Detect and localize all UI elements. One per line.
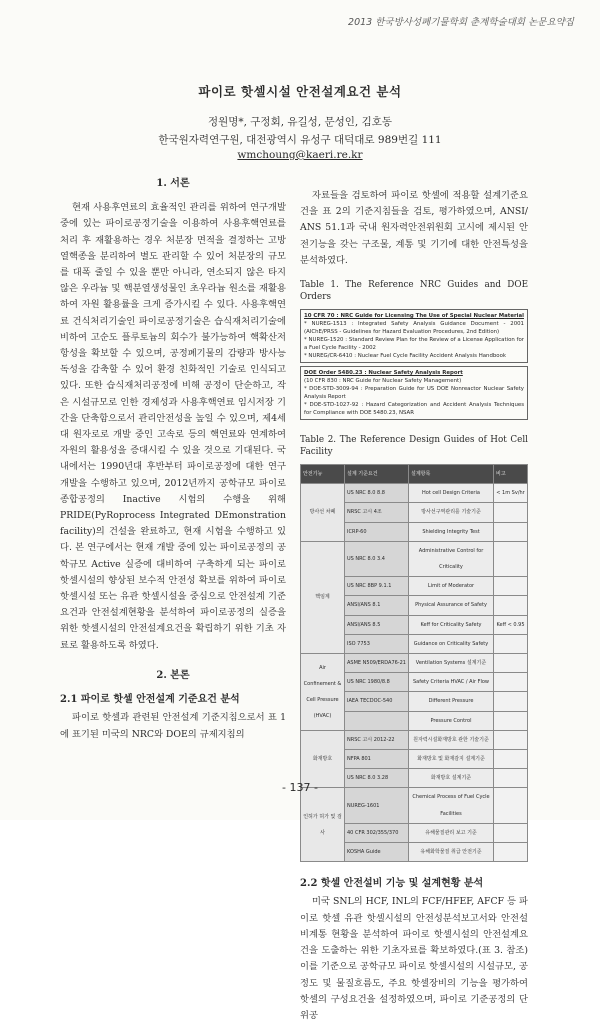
- running-header: 2013 한국방사성폐기물학회 춘계학술대회 논문요약집: [348, 17, 574, 28]
- table-1-line: DOE Order 5480.23 : Nuclear Safety Analysis Report: [304, 370, 463, 377]
- table-cell-design-item: 화재방호 및 화재감지 설계기준: [409, 750, 494, 769]
- table-row: [301, 654, 528, 673]
- paper-authors: 정원명*, 구정회, 유길성, 문성인, 김호동: [207, 116, 393, 128]
- table-cell-design-item: Keff for Criticality Safety: [409, 615, 494, 634]
- paper-title: 파이로 핫셀시설 안전설계요건 분석: [198, 84, 402, 99]
- left-column: [60, 168, 286, 743]
- section-1-heading: 1. 서론: [156, 178, 190, 189]
- table-cell-design-item: Safety Criteria HVAC / Air Flow: [409, 673, 494, 692]
- table-cell-design-item: 유해물질관리 보고 기준: [409, 823, 494, 842]
- table-1-line: 10 CFR 70 : NRC Guide for Licensing The Use of Special Nuclear Material: [304, 313, 524, 320]
- table-cell-standard: NUREG-1601: [345, 788, 409, 823]
- intro-paragraph: 현재 사용후연료의 효율적인 관리를 위하여 연구개발 중에 있는 파이로공정기술을 이용하여 사용후핵연료를 처리 후 재활용하는 경우 처분장 면적을 결정하는 고방열핵종을 분리하여 별도 관리할 수 있어 처분장의 규모를 대폭 줄일 수 있을 뿐만 아니라, 연소되지 않은 타지 않은 우라늄 및 핵분열생성물인 초우라늄 원소를 재활용하여 자원 활용률을 크게 증가시킬 수 있다. 사용후핵연료 건식처리기술인 파이로공정기술은 습식재처리기술에 비하여 고순도 플루토늄의 회수가 불가능하여 핵확산저항성을 확보할 수 있으며, 공정폐기물의 감량과 방사능독성을 감축할 수 있어 환경 친화적인 기술로 인식되고 있다. 또한 습식재처리공정에 비해 공정이 단순하고, 작은 시설규모로 인한 경제성과 사용후핵연료 임시저장 기간을 단축함으로서 관리안전성을 높일 수 있으며, 제4세대 원자로로 개발 중인 고속로 등의 핵연료와 연계하여 자원의 활용성을 증대시킬 수 있을 것으로 기대된다. 국내에서는 1990년대 후반부터 파이로공정에 대한 연구개발을 수행하고 있으며, 2012년까지 공학규모 파이로 종합공정의 Inactive 시험의 수행을 위해 PRIDE(PyRoprocess Integrated DEmonstration facility)의 건설을 완료하고, 현재 시험을 수행하고 있다. 본 연구에서는 현재 개발 중에 있는 파이로공정의 공학규모 Active 실증에 대비하여 구축하게 되는 파이로 핫셀시설의 향상된 보수적 안전성 확보를 위하여 파이로 핫셀시설 또는 유관 핫셀시설을 중심으로 안전설계 기준요건과 안전설계현황을 분석하여 파이로공정의 실증을 위한 핫셀시설의 안전설계요건을 확립하기 위한 기초 자료로 활용하도록 하였다.: [60, 202, 286, 651]
- table-cell-design-item: Pressure Control: [409, 711, 494, 730]
- table-cell-design-item: 방사선구역관리를 기술기준: [409, 503, 494, 522]
- table-1-caption: Table 1. The Reference NRC Guides and DOE Orders: [300, 280, 528, 303]
- paper-affiliation: 한국원자력연구원, 대전광역시 유성구 대덕대로 989번길 111: [158, 134, 442, 146]
- table-cell-remark: [494, 711, 528, 730]
- table-cell-standard: ANSI/ANS 8.5: [345, 615, 409, 634]
- table-1-line: * NUREG-1513 : Integrated Safety Analysis Guidance Document - 2001 (AIChE/PRSS - Guidelines for Hazard Evaluation Procedures, 2nd Edition): [304, 321, 524, 336]
- author-email[interactable]: wmchoung@kaeri.re.kr: [237, 149, 363, 161]
- table-cell-remark: [494, 503, 528, 522]
- table-cell-standard: US NRC 8.0 3.4: [345, 541, 409, 576]
- table-cell-design-item: Hot cell Design Criteria: [409, 484, 494, 503]
- table-cell-remark: [494, 522, 528, 541]
- table-cell-remark: [494, 730, 528, 749]
- table-cell-standard: 40 CFR 302/355/370: [345, 823, 409, 842]
- table-cell-design-item: 화재방호 설계기준: [409, 769, 494, 788]
- table-cell-design-item: 유해화학물질 취급 안전기준: [409, 843, 494, 862]
- table-cell-design-item: 원자력시설화재방호 관한 기술기준: [409, 730, 494, 749]
- table-cell-design-item: Limit of Moderator: [409, 577, 494, 596]
- right-column: [300, 188, 528, 1024]
- table-cell-safety-function: Air Confinement & Cell Pressure (HVAC): [301, 654, 345, 731]
- table-cell-remark: [494, 634, 528, 653]
- table-cell-design-item: Different Pressure: [409, 692, 494, 711]
- table-header-cell: 설계항목: [409, 465, 494, 484]
- table-cell-design-item: Physical Assurance of Safety: [409, 596, 494, 615]
- subsection-2-1-paragraph: 파이로 핫셀과 관련된 안전설계 기준지침으로서 표 1에 표기된 미국의 NRC와 DOE의 규제지침의: [60, 712, 286, 740]
- table-cell-remark: Keff < 0.95: [494, 615, 528, 634]
- table-cell-safety-function: 방사선 차폐: [301, 484, 345, 542]
- table-cell-standard: IAEA TECDOC-540: [345, 692, 409, 711]
- table-cell-remark: [494, 673, 528, 692]
- table-row: [301, 730, 528, 749]
- table-cell-remark: [494, 541, 528, 576]
- table-cell-standard: NFPA 801: [345, 750, 409, 769]
- table-2-design-guides: [300, 464, 528, 862]
- table-header-cell: 안전기능: [301, 465, 345, 484]
- table-cell-remark: [494, 596, 528, 615]
- table-cell-remark: [494, 654, 528, 673]
- table-cell-design-item: Ventilation Systems 설계기준: [409, 654, 494, 673]
- table-cell-safety-function: 화재방호: [301, 730, 345, 788]
- table-cell-standard: KOSHA Guide: [345, 843, 409, 862]
- table-1-doe-box: [300, 366, 528, 420]
- table-cell-remark: [494, 843, 528, 862]
- subsection-2-1-heading: 2.1 파이로 핫셀 안전설계 기준요건 분석: [60, 694, 240, 706]
- table-cell-standard: US NRC 8.0 3.28: [345, 769, 409, 788]
- table-cell-safety-function: 인허가 허가 및 검사: [301, 788, 345, 862]
- table-cell-standard: US NRC 8.0 8.8: [345, 484, 409, 503]
- table-2-body: [301, 484, 528, 862]
- table-cell-remark: [494, 577, 528, 596]
- table-cell-design-item: Chemical Process of Fuel Cycle Facilities: [409, 788, 494, 823]
- table-1-line: * NUREG/CR-6410 : Nuclear Fuel Cycle Facility Accident Analysis Handbook: [304, 353, 507, 360]
- table-cell-remark: [494, 692, 528, 711]
- table-cell-standard: NRSC 고시 4조: [345, 503, 409, 522]
- continued-paragraph: 자료들을 검토하여 파이로 핫셀에 적용할 설계기준요건을 표 2의 기준지침들을 검토, 평가하였으며, ANSI/ ANS 51.1과 국내 원자력안전위원회 고시에 제시된 안전기능을 갖는 구조물, 계통 및 기기에 대한 안전특성을 분석하였다.: [300, 190, 528, 266]
- table-cell-standard: ANSI/ANS 8.1: [345, 596, 409, 615]
- subsection-2-2-paragraph: 미국 SNL의 HCF, INL의 FCF/HFEF, AFCF 등 파이로 핫셀 유관 핫셀시설의 안전성분석보고서와 안전설비계통 현황을 분석하여 파이로 핫셀시설의 안전설계요건을 도출하는 위한 기초자료를 확보하였다.(표 3. 참조) 이를 기준으로 공학규모 파이로 핫셀시설의 시설규모, 공정도 및 물질흐름도, 주요 핫셀장비의 기능을 평가하여 핫셀의 구성요건을 설정하였으며, 파이로 기준공정의 단위공: [300, 896, 528, 1021]
- table-cell-safety-function: 핵임계: [301, 541, 345, 653]
- table-cell-remark: [494, 823, 528, 842]
- table-header-cell: 설계 기준요건: [345, 465, 409, 484]
- page-number: - 137 -: [282, 781, 318, 794]
- table-1-nrc-box: [300, 309, 528, 363]
- table-row: [301, 484, 528, 503]
- section-2-heading: 2. 본론: [156, 669, 190, 681]
- table-1-line: * NUREG-1520 : Standard Review Plan for the Review of a License Application for a Fuel Cycle Facility - 2002: [304, 337, 524, 352]
- table-cell-standard: NRSC 고시 2012-22: [345, 730, 409, 749]
- table-2-caption: Table 2. The Reference Design Guides of Hot Cell Facility: [300, 435, 528, 458]
- table-row: [301, 541, 528, 576]
- table-header-cell: 비고: [494, 465, 528, 484]
- table-cell-design-item: Shielding Integrity Test: [409, 522, 494, 541]
- subsection-2-2-heading: 2.2 핫셀 안전설비 기능 및 설계현황 분석: [300, 878, 484, 890]
- table-cell-standard: [345, 711, 409, 730]
- table-1-line: * DOE-STD-3009-94 : Preparation Guide for US DOE Nonreactor Nuclear Safety Analysis Report: [304, 386, 524, 401]
- table-cell-standard: ICRP-60: [345, 522, 409, 541]
- table-cell-design-item: Guidance on Criticality Safety: [409, 634, 494, 653]
- table-cell-remark: [494, 750, 528, 769]
- table-1-line: * DOE-STD-1027-92 : Hazard Categorization and Accident Analysis Techniques for Compliance with DOE 5480.23, NSAR: [304, 402, 524, 417]
- table-cell-standard: US NRC 1980/8.8: [345, 673, 409, 692]
- table-1-line: (10 CFR 830 : NRC Guide for Nuclear Safety Management): [304, 378, 462, 385]
- table-cell-remark: < 1m Sv/hr: [494, 484, 528, 503]
- table-header-row: [301, 465, 528, 484]
- table-cell-design-item: Administrative Control for Criticality: [409, 541, 494, 576]
- table-cell-standard: ISO 7753: [345, 634, 409, 653]
- table-cell-standard: ASME N509/ERDA76-21: [345, 654, 409, 673]
- table-cell-standard: US NRC 8BP 9.1.1: [345, 577, 409, 596]
